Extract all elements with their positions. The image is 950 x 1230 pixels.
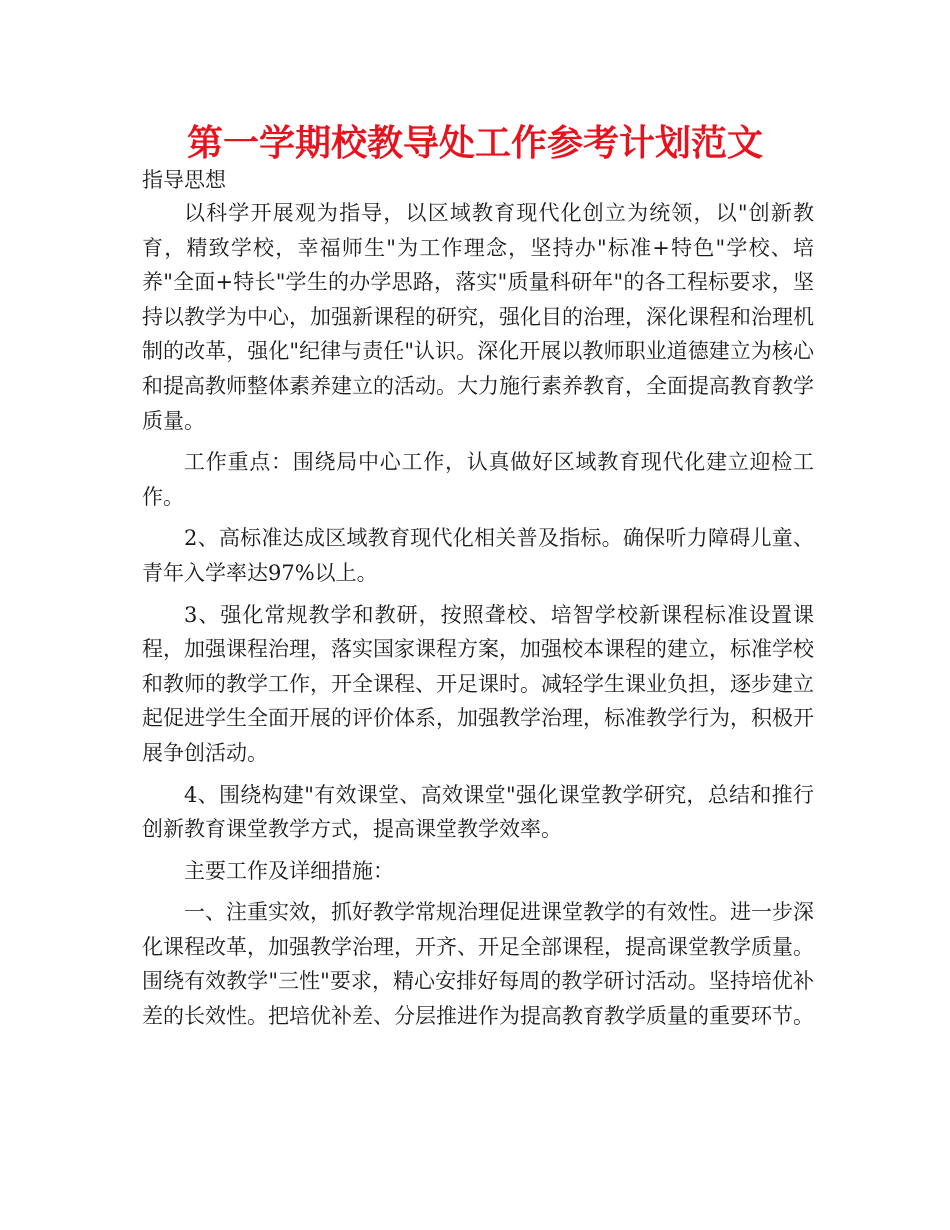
paragraph: 一、注重实效，抓好教学常规治理促进课堂教学的有效性。进一步深化课程改革，加强教学治理，开齐、开足全部课程，提高课堂教学质量。围绕有效教学"三性"要求，精心安排好每周的教学研讨活动。坚持培优补差的长效性。把培优补差、分层推进作为提高教育教学质量的重要环节。 — [142, 900, 814, 1029]
paragraph: 以科学开展观为指导，以区域教育现代化创立为统领，以"创新教育，精致学校，幸福师生"为工作理念，坚持办"标准+特色"学校、培养"全面+特长"学生的办学思路，落实"质量科研年"的各工程标要求，坚持以教学为中心，加强新课程的研究，强化目的治理，深化课程和治理机制的改革，强化"纪律与责任"认识。深化开展以教师职业道德建立为核心和提高教师整体素养建立的活动。大力施行素养教育，全面提高教育教学质量。 — [142, 201, 814, 433]
paragraph: 2、高标准达成区域教育现代化相关普及指标。确保听力障碍儿童、青年入学率达97%以上。 — [142, 526, 814, 585]
paragraph: 主要工作及详细措施： — [184, 858, 394, 883]
document-title: 第一学期校教导处工作参考计划范文 — [186, 123, 763, 164]
paragraph: 4、围绕构建"有效课堂、高效课堂"强化课堂教学研究，总结和推行创新教育课堂教学方式，提高课堂教学效率。 — [142, 782, 814, 842]
section-label: 指导思想 — [142, 168, 226, 192]
document-body — [142, 196, 814, 1041]
paragraph: 工作重点：围绕局中心工作，认真做好区域教育现代化建立迎检工作。 — [142, 450, 814, 509]
paragraph: 3、强化常规教学和教研，按照聋校、培智学校新课程标准设置课程，加强课程治理，落实国家课程方案，加强校本课程的建立，标准学校和教师的教学工作，开全课程、开足课时。减轻学生课业负担，逐步建立起促进学生全面开展的评价体系，加强教学治理，标准教学行为，积极开展争创活动。 — [142, 602, 814, 765]
